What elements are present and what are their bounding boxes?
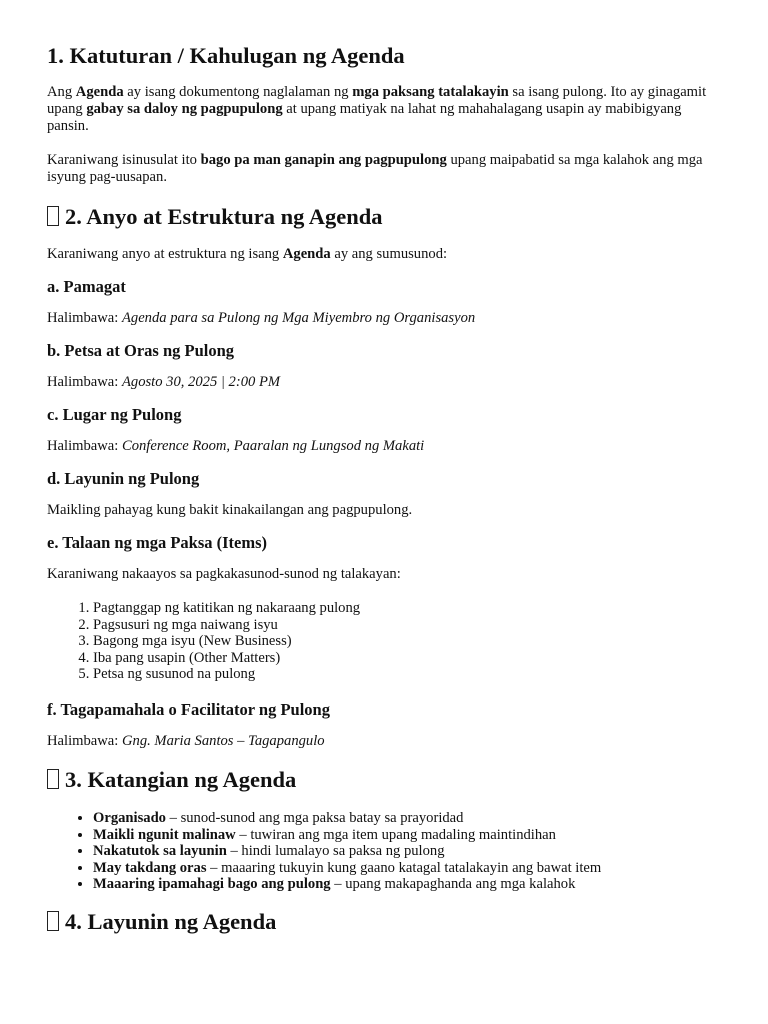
- bold-run: Agenda: [282, 246, 331, 262]
- text-run: at upang matiyak na lahat ng mahahalagang usapin ay mabibigyang pansin.: [47, 101, 682, 134]
- subsection-e-heading: e. Talaan ng mga Paksa (Items): [47, 533, 268, 552]
- subsection-c-example: [47, 438, 722, 455]
- list-item: [93, 860, 722, 877]
- subsection-a-example: [47, 310, 722, 327]
- section-4-title: [47, 908, 722, 936]
- example-text: Agosto 30, 2025 | 2:00 PM: [121, 374, 281, 390]
- example-label: Halimbawa:: [47, 438, 122, 454]
- text-run: sa isang pulong. Ito ay ginagamit upang: [47, 84, 707, 117]
- list-item-desc: – upang makapaghanda ang mga kalahok: [330, 876, 576, 893]
- section-2-title-text: 2. Anyo at Estruktura ng Agenda: [65, 204, 383, 229]
- subsection-d-text: Maikling pahayag kung bakit kinakailangan ang pagpupulong.: [47, 502, 413, 518]
- example-label: Halimbawa:: [47, 374, 122, 390]
- subsection-b-heading: b. Petsa at Oras ng Pulong: [47, 341, 235, 360]
- agenda-items-list: [47, 600, 722, 683]
- example-label: Halimbawa:: [47, 732, 122, 749]
- text-run: ay ang sumusunod:: [330, 246, 448, 262]
- text-run: ay isang dokumentong naglalaman ng: [123, 84, 353, 100]
- bold-run: mga paksang tatalakayin: [352, 84, 509, 100]
- box-glyph-icon: [47, 206, 59, 226]
- characteristics-list: [47, 810, 722, 893]
- list-item-term: Organisado: [93, 809, 166, 826]
- text-run: Ang: [47, 84, 76, 100]
- subsection-f-example: [47, 733, 722, 750]
- list-item-desc: – hindi lumalayo sa paksa ng pulong: [226, 843, 445, 860]
- section-1-paragraph-2: [47, 152, 722, 186]
- list-item: 3. Bagong mga isyu (New Business): [93, 633, 722, 650]
- subsection-b-example: [47, 374, 722, 391]
- list-item-term: May takdang oras: [93, 859, 207, 876]
- list-item-desc: – tuwiran ang mga item upang madaling maintindihan: [235, 826, 556, 843]
- subsection-e-text: Karaniwang nakaayos sa pagkakasunod-sunod ng talakayan:: [47, 566, 401, 582]
- bold-run: Agenda: [75, 84, 124, 100]
- example-text: Gng. Maria Santos – Tagapangulo: [121, 732, 325, 749]
- section-1-title: 1. Katuturan / Kahulugan ng Agenda: [47, 43, 405, 68]
- list-item: 1. Pagtanggap ng katitikan ng nakaraang pulong: [93, 600, 722, 617]
- list-item-desc: – sunod-sunod ang mga paksa batay sa prayoridad: [165, 809, 464, 826]
- example-text: Conference Room, Paaralan ng Lungsod ng Makati: [121, 438, 425, 454]
- text-run: upang maipabatid sa mga kalahok ang mga isyung pag-uusapan.: [47, 152, 703, 185]
- list-item: [93, 827, 722, 844]
- section-3-title: [47, 766, 722, 794]
- text-run: Karaniwang anyo at estruktura ng isang: [47, 246, 283, 262]
- section-2-title: [47, 203, 722, 231]
- list-item: [93, 843, 722, 860]
- section-4-title-text: 4. Layunin ng Agenda: [65, 908, 277, 934]
- list-item-desc: – maaaring tukuyin kung gaano katagal tatalakayin ang bawat item: [206, 859, 602, 876]
- bold-run: bago pa man ganapin ang pagpupulong: [200, 152, 447, 168]
- list-item-term: Maikli ngunit malinaw: [93, 826, 236, 843]
- example-label: Halimbawa:: [47, 310, 122, 326]
- list-item: [93, 810, 722, 827]
- subsection-a-heading: a. Pamagat: [47, 277, 126, 296]
- list-item-term: Nakatutok sa layunin: [93, 843, 227, 860]
- box-glyph-icon: [47, 769, 59, 789]
- box-glyph-icon: [47, 911, 59, 931]
- text-run: Karaniwang isinusulat ito: [47, 152, 201, 168]
- subsection-c-heading: c. Lugar ng Pulong: [47, 405, 182, 424]
- subsection-d-heading: d. Layunin ng Pulong: [47, 469, 200, 488]
- section-3-title-text: 3. Katangian ng Agenda: [65, 766, 297, 792]
- section-2-intro: [47, 246, 722, 263]
- example-text: Agenda para sa Pulong ng Mga Miyembro ng Organisasyon: [121, 310, 476, 326]
- list-item: [93, 876, 722, 893]
- section-1-paragraph-1: [47, 84, 722, 135]
- list-item: 2. Pagsusuri ng mga naiwang isyu: [93, 617, 722, 634]
- list-item: 4. Iba pang usapin (Other Matters): [93, 650, 722, 667]
- bold-run: gabay sa daloy ng pagpupulong: [86, 101, 283, 117]
- subsection-f-heading: f. Tagapamahala o Facilitator ng Pulong: [47, 699, 330, 719]
- list-item: 5. Petsa ng susunod na pulong: [93, 666, 722, 683]
- list-item-term: Maaaring ipamahagi bago ang pulong: [93, 876, 331, 893]
